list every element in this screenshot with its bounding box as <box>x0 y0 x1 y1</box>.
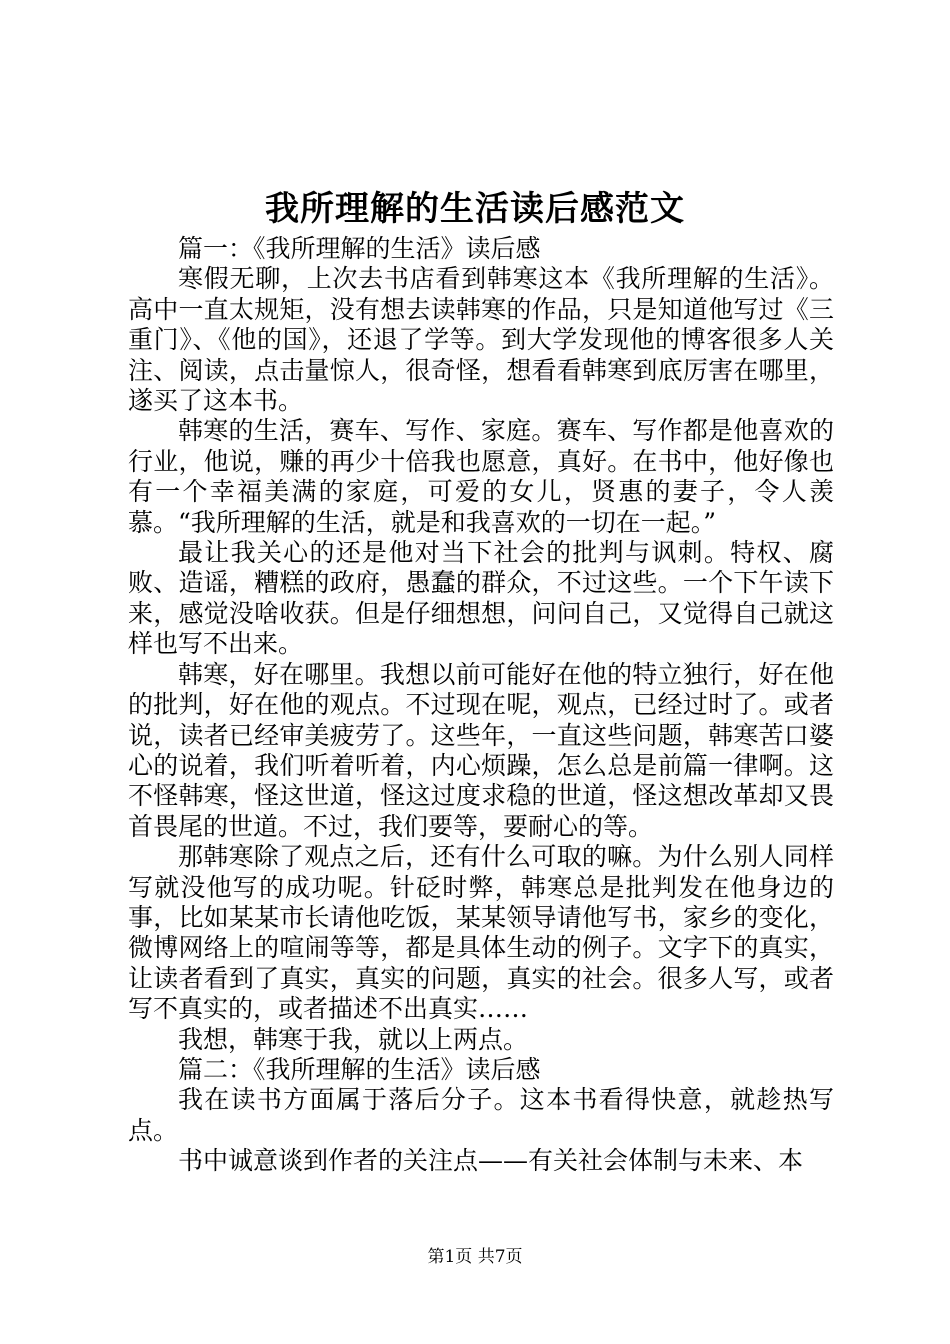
paragraph: 韩寒的生活，赛车、写作、家庭。赛车、写作都是他喜欢的行业，他说，赚的再少十倍我也愿意，真好。在书中，他好像也有一个幸福美满的家庭，可爱的女儿，贤惠的妻子，令人羡慕。“我所理解的生活，就是和我喜欢的一切在一起。” <box>128 416 834 537</box>
paragraph: 寒假无聊，上次去书店看到韩寒这本《我所理解的生活》。高中一直太规矩，没有想去读韩寒的作品，只是知道他写过《三重门》、《他的国》，还退了学等。到大学发现他的博客很多人关注、阅读，点击量惊人，很奇怪，想看看韩寒到底厉害在哪里，遂买了这本书。 <box>128 264 834 416</box>
page-footer <box>0 1245 950 1269</box>
page-total: 共7页 <box>477 1247 523 1267</box>
paragraph: 书中诚意谈到作者的关注点——有关社会体制与未来、本 <box>178 1146 804 1176</box>
page-number: 第1页 <box>427 1247 473 1267</box>
paragraph: 那韩寒除了观点之后，还有什么可取的嘛。为什么别人同样写就没他写的成功呢。针砭时弊，韩寒总是批判发在他身边的事，比如某某市长请他吃饭，某某领导请他写书，家乡的变化，微博网络上的喧闹等等，都是具体生动的例子。文字下的真实，让读者看到了真实，真实的问题，真实的社会。很多人写，或者写不真实的，或者描述不出真实…… <box>128 842 834 1024</box>
paragraph: 我想，韩寒于我，就以上两点。 <box>178 1024 529 1054</box>
section-heading-1: 篇一：《我所理解的生活》读后感 <box>178 234 541 263</box>
paragraph: 最让我关心的还是他对当下社会的批判与讽刺。特权、腐败、造谣，糟糕的政府，愚蠢的群众，不过这些。一个下午读下来，感觉没啥收获。但是仔细想想，问问自己，又觉得自己就这样也写不出来。 <box>128 538 834 659</box>
document-title: 我所理解的生活读后感范文 <box>265 189 685 229</box>
paragraph: 我在读书方面属于落后分子。这本书看得快意，就趁热写点。 <box>128 1085 834 1145</box>
document-body <box>128 234 834 1177</box>
paragraph: 韩寒，好在哪里。我想以前可能好在他的特立独行，好在他的批判，好在他的观点。不过现在呢，观点，已经过时了。或者说，读者已经审美疲劳了。这些年，一直这些问题，韩寒苦口婆心的说着，我们听着听着，内心烦躁，怎么总是前篇一律啊。这不怪韩寒，怪这世道，怪这过度求稳的世道，怪这想改革却又畏首畏尾的世道。不过，我们要等，要耐心的等。 <box>128 659 834 841</box>
section-heading-2: 篇二：《我所理解的生活》读后感 <box>178 1054 541 1084</box>
